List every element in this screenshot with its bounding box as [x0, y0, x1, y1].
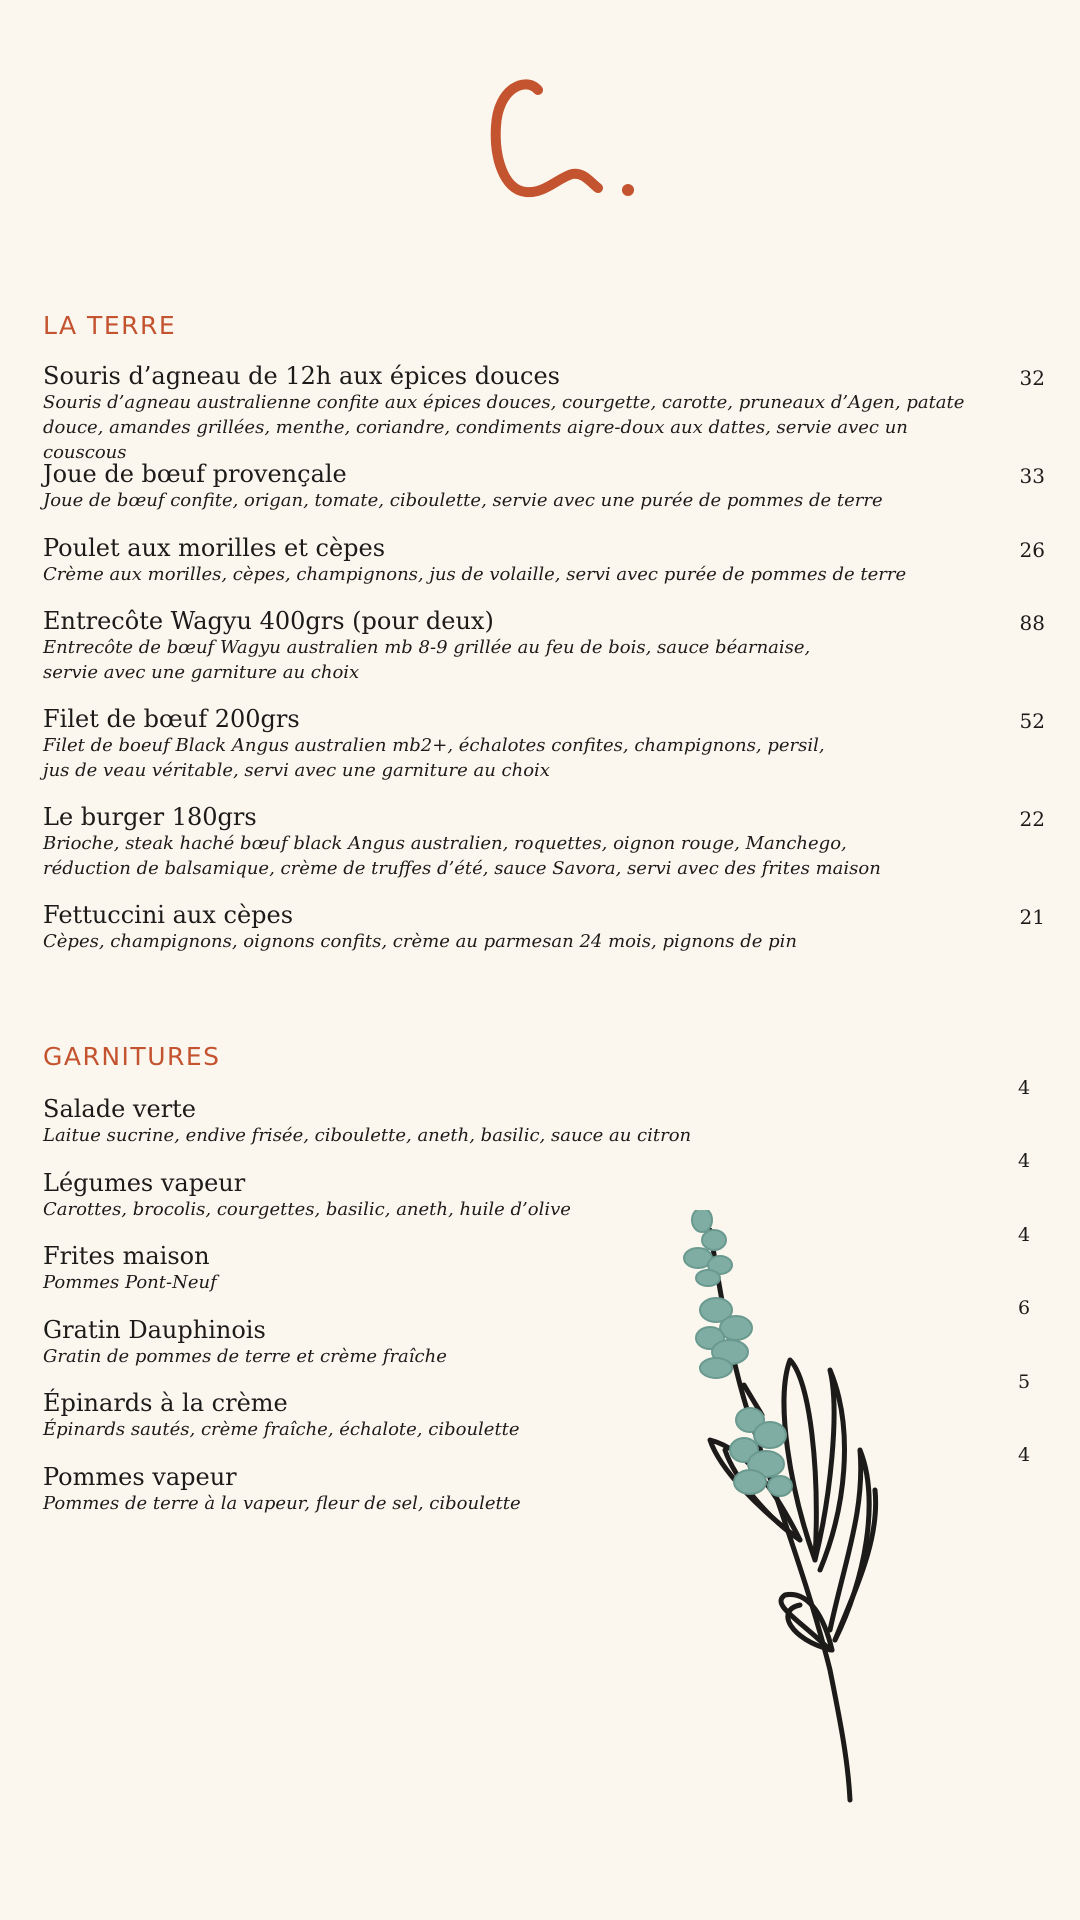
section-title-la-terre: LA TERRE: [43, 311, 177, 340]
side-description: Pommes Pont-Neuf: [43, 1272, 217, 1293]
side-name: Salade verte: [43, 1095, 197, 1123]
dish-description: Filet de boeuf Black Angus australien mb2+, échalotes confites, champignons, persil, jus de veau véritable, servi avec une garniture au choix: [43, 735, 825, 781]
side-name: Pommes vapeur: [43, 1463, 237, 1491]
dish-price: 33: [1019, 464, 1045, 488]
side-name: Légumes vapeur: [43, 1169, 246, 1197]
dish-description: Brioche, steak haché bœuf black Angus australien, roquettes, oignon rouge, Manchego, réduction de balsamique, crème de truffes d’été, sauce Savora, servi avec des frites maison: [43, 833, 881, 879]
dish-price: 26: [1019, 538, 1045, 562]
dish-item: [43, 460, 1043, 513]
dish-price: 52: [1019, 709, 1045, 733]
dish-item: [43, 803, 1043, 881]
dish-name: Joue de bœuf provençale: [43, 460, 347, 488]
dish-price: 88: [1019, 611, 1045, 635]
dish-description: Joue de bœuf confite, origan, tomate, ciboulette, servie avec une purée de pommes de terre: [43, 490, 883, 511]
side-description: Pommes de terre à la vapeur, fleur de sel, ciboulette: [43, 1493, 521, 1514]
dish-item: [43, 534, 1043, 587]
dish-item: [43, 607, 1043, 685]
dish-name: Le burger 180grs: [43, 803, 257, 831]
dish-item: [43, 362, 1043, 465]
restaurant-logo: [488, 78, 638, 208]
dish-description: Crème aux morilles, cèpes, champignons, jus de volaille, servi avec purée de pommes de terre: [43, 564, 907, 585]
side-price: 4: [1018, 1150, 1031, 1172]
dish-name: Entrecôte Wagyu 400grs (pour deux): [43, 607, 494, 635]
dish-item: [43, 705, 1043, 783]
side-description: Gratin de pommes de terre et crème fraîche: [43, 1346, 447, 1367]
dish-name: Filet de bœuf 200grs: [43, 705, 300, 733]
side-price: 4: [1018, 1077, 1031, 1099]
side-description: Laitue sucrine, endive frisée, ciboulette, aneth, basilic, sauce au citron: [43, 1125, 692, 1146]
side-item: [43, 1095, 1043, 1148]
side-description: Épinards sautés, crème fraîche, échalote, ciboulette: [43, 1419, 520, 1440]
lavender-sprig-icon: [680, 1210, 920, 1810]
side-price: 4: [1018, 1444, 1031, 1466]
dish-name: Fettuccini aux cèpes: [43, 901, 294, 929]
dish-price: 32: [1019, 366, 1045, 390]
side-name: Frites maison: [43, 1242, 210, 1270]
dish-price: 22: [1019, 807, 1045, 831]
section-title-garnitures: GARNITURES: [43, 1042, 221, 1071]
side-price: 5: [1018, 1371, 1031, 1393]
side-name: Épinards à la crème: [43, 1389, 288, 1417]
dish-description: Cèpes, champignons, oignons confits, crème au parmesan 24 mois, pignons de pin: [43, 931, 797, 952]
dish-price: 21: [1019, 905, 1045, 929]
side-description: Carottes, brocolis, courgettes, basilic, aneth, huile d’olive: [43, 1199, 571, 1220]
dish-description: Souris d’agneau australienne confite aux épices douces, courgette, carotte, pruneaux d’Agen, patate douce, amandes grillées, menthe, coriandre, condiments aigre-doux aux dattes, servie avec un couscous: [43, 392, 965, 463]
dish-item: [43, 901, 1043, 954]
side-name: Gratin Dauphinois: [43, 1316, 266, 1344]
side-price: 6: [1018, 1297, 1031, 1319]
dish-name: Poulet aux morilles et cèpes: [43, 534, 386, 562]
dish-description: Entrecôte de bœuf Wagyu australien mb 8-9 grillée au feu de bois, sauce béarnaise, servie avec une garniture au choix: [43, 637, 811, 683]
dish-name: Souris d’agneau de 12h aux épices douces: [43, 362, 560, 390]
side-price: 4: [1018, 1224, 1031, 1246]
